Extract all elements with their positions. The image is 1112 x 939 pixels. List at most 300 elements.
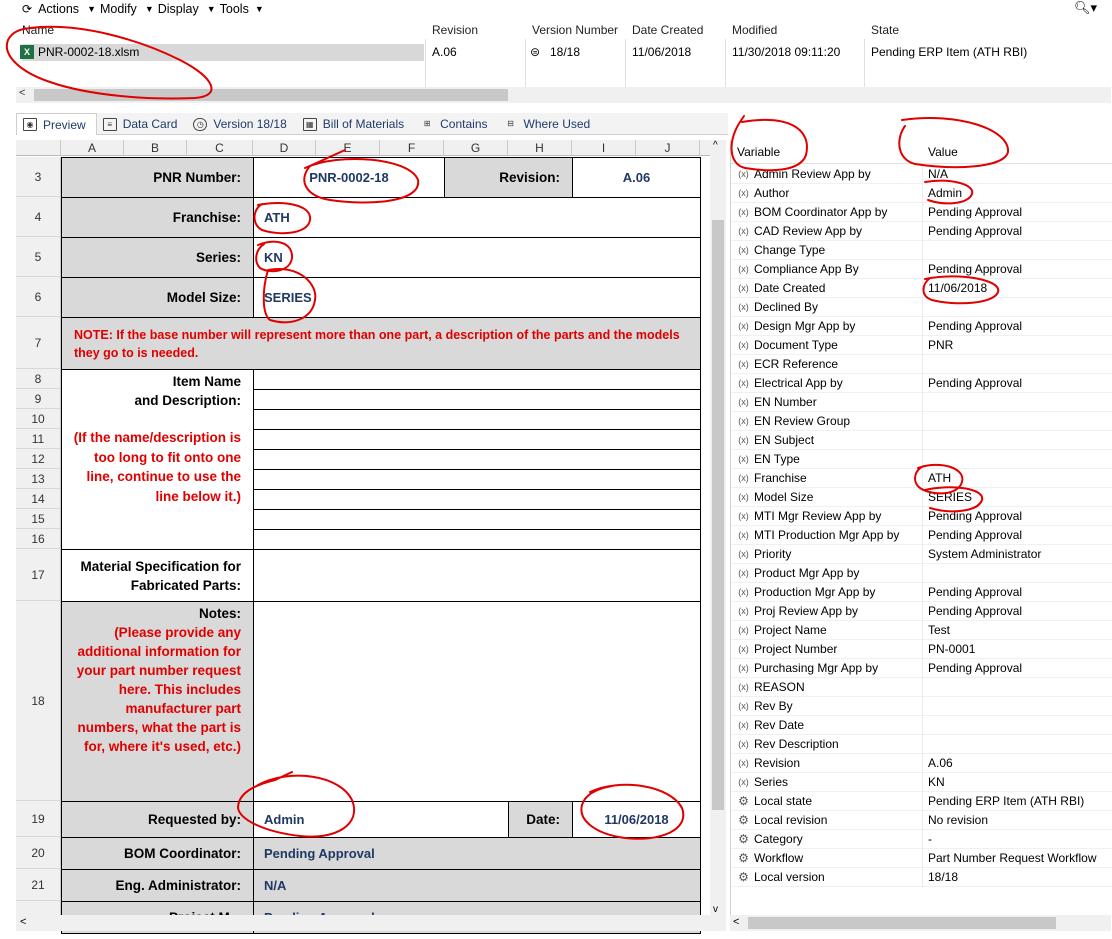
column-divider xyxy=(922,393,923,412)
variable-icon: (x) xyxy=(738,454,749,464)
variable-name xyxy=(737,642,837,656)
tab-label: Bill of Materials xyxy=(322,117,405,131)
column-divider xyxy=(922,868,923,887)
row-header: 7 xyxy=(16,317,61,369)
variable-row[interactable] xyxy=(731,545,1112,564)
variable-name xyxy=(737,395,817,409)
scroll-left-icon[interactable]: < xyxy=(19,87,26,99)
variable-row[interactable] xyxy=(731,317,1112,336)
variable-row[interactable] xyxy=(731,260,1112,279)
variable-icon: (x) xyxy=(738,226,749,236)
variable-icon: (x) xyxy=(738,340,749,350)
variable-name xyxy=(737,490,813,504)
row-header: 20 xyxy=(16,837,61,869)
eng-admin-value: N/A xyxy=(264,878,287,893)
variable-row[interactable] xyxy=(731,412,1112,431)
column-divider xyxy=(922,526,923,545)
column-divider xyxy=(922,678,923,697)
variable-row[interactable] xyxy=(731,678,1112,697)
variable-row[interactable] xyxy=(731,355,1112,374)
variable-icon: (x) xyxy=(738,416,749,426)
file-list-hscrollbar[interactable] xyxy=(16,87,1111,103)
variable-value: Pending Approval xyxy=(928,585,1023,599)
column-divider xyxy=(922,640,923,659)
col-revision[interactable]: Revision xyxy=(432,23,479,37)
line-divider xyxy=(253,389,701,390)
column-divider xyxy=(922,374,923,393)
row-header: 10 xyxy=(16,409,61,429)
column-divider xyxy=(922,792,923,811)
variable-name-text: Admin Review App by xyxy=(754,167,871,181)
column-divider xyxy=(922,431,923,450)
variable-name xyxy=(737,281,825,295)
tab-preview[interactable] xyxy=(16,113,97,135)
franchise-cell[interactable] xyxy=(253,197,701,238)
scroll-thumb[interactable] xyxy=(712,220,724,810)
variable-row[interactable] xyxy=(731,868,1112,887)
variable-name xyxy=(737,167,871,181)
tab-label: Data Card xyxy=(122,117,178,131)
variable-name-text: EN Review Group xyxy=(754,414,851,428)
row-header: 17 xyxy=(16,549,61,601)
col-header: F xyxy=(380,140,444,156)
variable-name xyxy=(737,224,862,238)
line-divider xyxy=(253,509,701,510)
variable-row[interactable] xyxy=(731,279,1112,298)
row-header: 4 xyxy=(16,197,61,237)
variable-name-text: BOM Coordinator App by xyxy=(754,205,888,219)
menu-label: Display xyxy=(157,2,199,16)
label-text: Material Specification for Fabricated Parts: xyxy=(80,558,241,593)
variable-icon: (x) xyxy=(738,264,749,274)
col-name[interactable]: Name xyxy=(22,23,55,37)
column-divider xyxy=(922,317,923,336)
corner-cell xyxy=(16,140,61,156)
variable-name xyxy=(737,718,804,732)
variable-value: Pending Approval xyxy=(928,604,1023,618)
variable-icon: (x) xyxy=(738,701,749,711)
column-divider xyxy=(922,697,923,716)
scroll-left-icon[interactable]: < xyxy=(20,916,27,928)
variable-row[interactable] xyxy=(731,336,1112,355)
file-version: 18/18 xyxy=(550,45,581,59)
material-spec-input[interactable] xyxy=(253,549,701,602)
variable-name xyxy=(737,357,838,371)
variable-row[interactable] xyxy=(731,735,1112,754)
variable-row[interactable] xyxy=(731,488,1112,507)
variable-name xyxy=(737,452,800,466)
row-header: 21 xyxy=(16,869,61,901)
col-header: D xyxy=(253,140,316,156)
menu-display[interactable] xyxy=(145,2,199,16)
scroll-thumb[interactable] xyxy=(748,917,1056,929)
system-variable-icon: ⚙ xyxy=(738,831,749,846)
col-header: B xyxy=(124,140,187,156)
variable-row[interactable] xyxy=(731,697,1112,716)
variable-name xyxy=(737,756,800,770)
file-state: Pending ERP Item (ATH RBI) xyxy=(871,45,1028,59)
column-divider xyxy=(922,184,923,203)
variable-row[interactable] xyxy=(731,507,1112,526)
variable-name xyxy=(737,832,803,846)
col-header: A xyxy=(61,140,124,156)
variable-icon: (x) xyxy=(738,663,749,673)
label-text: and Description: xyxy=(134,393,241,408)
column-divider xyxy=(922,773,923,792)
note-cell xyxy=(61,317,701,370)
version-icon: ◷ xyxy=(193,118,207,131)
menu-label: Tools xyxy=(219,2,249,16)
variable-row[interactable] xyxy=(731,431,1112,450)
eng-admin-cell[interactable] xyxy=(253,869,701,902)
col-header: C xyxy=(187,140,253,156)
variable-row[interactable] xyxy=(731,564,1112,583)
row-header: 19 xyxy=(16,801,61,837)
variable-name-text: MTI Production Mgr App by xyxy=(754,528,900,542)
col-state[interactable]: State xyxy=(871,23,900,37)
column-divider xyxy=(922,811,923,830)
variable-icon: (x) xyxy=(738,359,749,369)
variable-value: Pending Approval xyxy=(928,661,1023,675)
col-created[interactable]: Date Created xyxy=(632,23,704,37)
variable-name xyxy=(737,775,788,789)
variable-name-text: Category xyxy=(754,832,803,846)
variable-name xyxy=(737,870,825,884)
variable-name-text: Local revision xyxy=(754,813,828,827)
label-text: Eng. Administrator: xyxy=(115,878,241,893)
tab-label: Version 18/18 xyxy=(213,117,287,131)
variable-value: Pending Approval xyxy=(928,528,1023,542)
label-text: Notes: xyxy=(198,606,241,621)
variable-row[interactable] xyxy=(731,830,1112,849)
tab-label: Where Used xyxy=(523,117,591,131)
sheet-vscrollbar[interactable] xyxy=(710,140,726,915)
line-divider xyxy=(253,429,701,430)
variable-icon: (x) xyxy=(738,587,749,597)
variable-row[interactable] xyxy=(731,203,1112,222)
variable-row[interactable] xyxy=(731,393,1112,412)
caret-down-icon: ▼ xyxy=(254,4,264,14)
revision-value: A.06 xyxy=(622,170,651,185)
variable-icon: (x) xyxy=(738,321,749,331)
column-divider xyxy=(922,564,923,583)
variable-name xyxy=(737,243,825,257)
item-description-input[interactable] xyxy=(253,369,701,550)
variable-name xyxy=(737,585,875,599)
model-size-cell[interactable] xyxy=(253,277,701,318)
variable-name-text: Design Mgr App by xyxy=(754,319,856,333)
menu-modify[interactable] xyxy=(87,2,137,16)
variable-icon: (x) xyxy=(738,245,749,255)
column-divider xyxy=(922,412,923,431)
scroll-down-icon[interactable]: v xyxy=(713,904,718,915)
variable-row[interactable] xyxy=(731,222,1112,241)
variable-value: Pending Approval xyxy=(928,262,1023,276)
column-divider xyxy=(922,165,923,184)
variable-icon: (x) xyxy=(738,435,749,445)
variable-column-header[interactable]: Variable xyxy=(737,145,781,159)
scroll-thumb[interactable] xyxy=(34,89,508,101)
variable-value: 18/18 xyxy=(928,870,959,884)
variable-name-text: Local version xyxy=(754,870,825,884)
column-divider xyxy=(922,716,923,735)
tab-label: Contains xyxy=(440,117,488,131)
variable-name-text: Revision xyxy=(754,756,801,770)
bom-coordinator-cell[interactable] xyxy=(253,837,701,870)
variable-name xyxy=(737,699,793,713)
menu-label: Actions xyxy=(38,2,80,16)
variable-icon: (x) xyxy=(738,169,749,179)
label-text: PNR Number: xyxy=(153,170,241,185)
column-divider xyxy=(922,754,923,773)
variable-value: Test xyxy=(928,623,951,637)
row-header: 6 xyxy=(16,277,61,317)
variable-row[interactable] xyxy=(731,754,1112,773)
series-cell[interactable] xyxy=(253,237,701,278)
requested-by-cell[interactable] xyxy=(253,801,509,838)
file-list xyxy=(0,19,1111,105)
variable-row[interactable] xyxy=(731,298,1112,317)
line-divider xyxy=(253,449,701,450)
variable-name xyxy=(737,262,859,276)
col-header: G xyxy=(444,140,508,156)
variable-name-text: EN Number xyxy=(754,395,817,409)
variable-name-text: Production Mgr App by xyxy=(754,585,876,599)
variable-row[interactable] xyxy=(731,811,1112,830)
hierarchy-icon: ⊞ xyxy=(423,118,431,128)
variable-icon: (x) xyxy=(738,302,749,312)
revision-cell[interactable] xyxy=(572,157,701,198)
line-divider xyxy=(253,409,701,410)
variable-name-text: Proj Review App by xyxy=(754,604,859,618)
refresh-icon[interactable]: ⟳ xyxy=(22,2,33,16)
sheet-hscrollbar[interactable] xyxy=(16,915,726,931)
eng-admin-label xyxy=(61,869,254,902)
variable-row[interactable] xyxy=(731,659,1112,678)
item-description-label xyxy=(61,369,254,550)
label-text: Requested by: xyxy=(147,812,241,827)
variable-name xyxy=(737,623,827,637)
variable-icon: (x) xyxy=(738,207,749,217)
menu-label: Modify xyxy=(99,2,137,16)
file-created: 11/06/2018 xyxy=(632,45,692,59)
menu-actions[interactable] xyxy=(38,2,79,16)
system-variable-icon: ⚙ xyxy=(738,869,749,884)
tab-version[interactable] xyxy=(187,113,296,135)
file-revision: A.06 xyxy=(432,45,457,59)
date-cell[interactable] xyxy=(572,801,701,838)
variable-row[interactable] xyxy=(731,184,1112,203)
row-header: 9 xyxy=(16,389,61,409)
variable-name-text: EN Type xyxy=(754,452,800,466)
variable-name-text: Document Type xyxy=(754,338,838,352)
variable-icon: (x) xyxy=(738,283,749,293)
variable-value: PN-0001 xyxy=(928,642,976,656)
column-divider xyxy=(922,222,923,241)
variable-icon: (x) xyxy=(738,606,749,616)
variable-name-text: Model Size xyxy=(754,490,814,504)
variable-name xyxy=(737,794,812,808)
tab-where-used[interactable] xyxy=(498,113,601,135)
variable-row[interactable] xyxy=(731,602,1112,621)
variables-header xyxy=(731,140,1112,164)
system-variable-icon: ⚙ xyxy=(738,850,749,865)
column-divider xyxy=(922,849,923,868)
variable-value: Pending Approval xyxy=(928,509,1023,523)
variable-name xyxy=(737,509,881,523)
variable-name-text: Local state xyxy=(754,794,813,808)
variable-icon: (x) xyxy=(738,682,749,692)
variable-name-text: Author xyxy=(754,186,790,200)
column-divider xyxy=(922,583,923,602)
tab-label: Preview xyxy=(43,117,86,132)
variable-name-text: Workflow xyxy=(754,851,804,865)
caret-down-icon: ▼ xyxy=(87,4,96,14)
preview-icon: ◉ xyxy=(23,118,37,131)
line-divider xyxy=(253,469,701,470)
variable-icon: (x) xyxy=(738,397,749,407)
menu-bar xyxy=(0,0,1111,18)
variable-row[interactable] xyxy=(731,450,1112,469)
notes-input[interactable] xyxy=(253,601,701,802)
variable-name-text: REASON xyxy=(754,680,805,694)
variable-name-text: Rev By xyxy=(754,699,793,713)
variable-icon: (x) xyxy=(738,777,749,787)
variable-icon: (x) xyxy=(738,739,749,749)
variable-name-text: Rev Date xyxy=(754,718,805,732)
variable-icon: (x) xyxy=(738,758,749,768)
variable-name xyxy=(737,604,858,618)
variable-row[interactable] xyxy=(731,469,1112,488)
variable-name-text: EN Subject xyxy=(754,433,815,447)
bom-coordinator-label xyxy=(61,837,254,870)
variable-name xyxy=(737,566,859,580)
variable-row[interactable] xyxy=(731,716,1112,735)
variable-value: Pending Approval xyxy=(928,376,1023,390)
row-header: 14 xyxy=(16,489,61,509)
variable-name-text: Electrical App by xyxy=(754,376,843,390)
revision-label xyxy=(444,157,573,198)
variable-value: Pending Approval xyxy=(928,224,1023,238)
date-value: 11/06/2018 xyxy=(604,812,669,827)
scroll-up-icon[interactable]: ^ xyxy=(713,140,718,151)
variable-row[interactable] xyxy=(731,583,1112,602)
label-text: Model Size: xyxy=(166,290,241,305)
variable-icon: (x) xyxy=(738,473,749,483)
variable-row[interactable] xyxy=(731,165,1112,184)
row-header: 11 xyxy=(16,429,61,449)
franchise-value: ATH xyxy=(264,210,290,225)
variable-name xyxy=(737,737,839,751)
item-hint: (If the name/description is too long to fit onto one line, continue to use the line below it.) xyxy=(73,430,241,504)
column-divider xyxy=(922,450,923,469)
variable-icon: (x) xyxy=(738,378,749,388)
notes-hint: (Please provide any additional information for your part number request here. This includes manufacturer part numbers, what the part is for, where it's used, etc.) xyxy=(76,625,241,754)
table-icon: ▦ xyxy=(303,118,317,131)
variable-name xyxy=(737,813,827,827)
column-divider xyxy=(922,602,923,621)
variable-name xyxy=(737,661,878,675)
caret-down-icon: ▼ xyxy=(144,4,154,14)
variable-name xyxy=(737,376,843,390)
label-text: Franchise: xyxy=(172,210,241,225)
row-header: 18 xyxy=(16,601,61,801)
variable-name-text: Series xyxy=(754,775,789,789)
label-text: Revision: xyxy=(499,170,560,185)
version-status-icon: ⊜ xyxy=(530,45,541,59)
variable-name-text: Project Name xyxy=(754,623,827,637)
variable-row[interactable] xyxy=(731,374,1112,393)
variable-value: Pending Approval xyxy=(928,319,1023,333)
file-row[interactable] xyxy=(22,44,424,61)
variable-name xyxy=(737,851,803,865)
col-header: H xyxy=(508,140,572,156)
variable-name xyxy=(737,414,850,428)
variable-row[interactable] xyxy=(731,792,1112,811)
line-divider xyxy=(253,489,701,490)
column-divider xyxy=(922,830,923,849)
variable-row[interactable] xyxy=(731,640,1112,659)
model-size-label xyxy=(61,277,254,318)
variable-name xyxy=(737,186,789,200)
variable-name-text: Project Number xyxy=(754,642,838,656)
row-header: 13 xyxy=(16,469,61,489)
menu-tools[interactable] xyxy=(207,2,268,16)
variable-name xyxy=(737,471,807,485)
variables-panel xyxy=(730,140,1111,920)
tab-bill-of-materials[interactable] xyxy=(297,113,414,135)
variable-value: PNR xyxy=(928,338,954,352)
variable-name xyxy=(737,547,791,561)
zoom-icon[interactable]: 🔍︎▾ xyxy=(1073,0,1097,15)
tab-data-card[interactable] xyxy=(97,113,188,135)
column-divider xyxy=(922,355,923,374)
variable-row[interactable] xyxy=(731,849,1112,868)
variable-row[interactable] xyxy=(731,621,1112,640)
scroll-left-icon[interactable]: < xyxy=(733,916,740,928)
variable-row[interactable] xyxy=(731,241,1112,260)
variable-name-text: Date Created xyxy=(754,281,826,295)
variable-value: ATH xyxy=(928,471,952,485)
variable-value: SERIES xyxy=(928,490,973,504)
variable-name xyxy=(737,680,805,694)
column-divider xyxy=(922,241,923,260)
column-divider xyxy=(922,735,923,754)
tab-contains[interactable] xyxy=(414,113,497,135)
column-divider xyxy=(922,507,923,526)
value-column-header[interactable]: Value xyxy=(928,145,958,159)
column-divider xyxy=(922,298,923,317)
variable-row[interactable] xyxy=(731,773,1112,792)
variable-value: KN xyxy=(928,775,945,789)
variables-hscrollbar[interactable] xyxy=(730,915,1111,931)
pnr-number-value: PNR-0002-18 xyxy=(309,170,389,185)
variable-row[interactable] xyxy=(731,526,1112,545)
variable-name-text: MTI Mgr Review App by xyxy=(754,509,882,523)
variable-value: Admin xyxy=(928,186,963,200)
variable-value: Pending Approval xyxy=(928,205,1023,219)
requested-by-label xyxy=(61,801,254,838)
pnr-number-cell[interactable] xyxy=(253,157,445,198)
variable-name xyxy=(737,433,814,447)
col-modified[interactable]: Modified xyxy=(732,23,778,37)
file-modified: 11/30/2018 09:11:20 xyxy=(732,45,841,59)
col-version[interactable]: Version Number xyxy=(532,23,619,37)
column-divider xyxy=(922,336,923,355)
variable-value: No revision xyxy=(928,813,989,827)
variable-name-text: Change Type xyxy=(754,243,826,257)
franchise-label xyxy=(61,197,254,238)
